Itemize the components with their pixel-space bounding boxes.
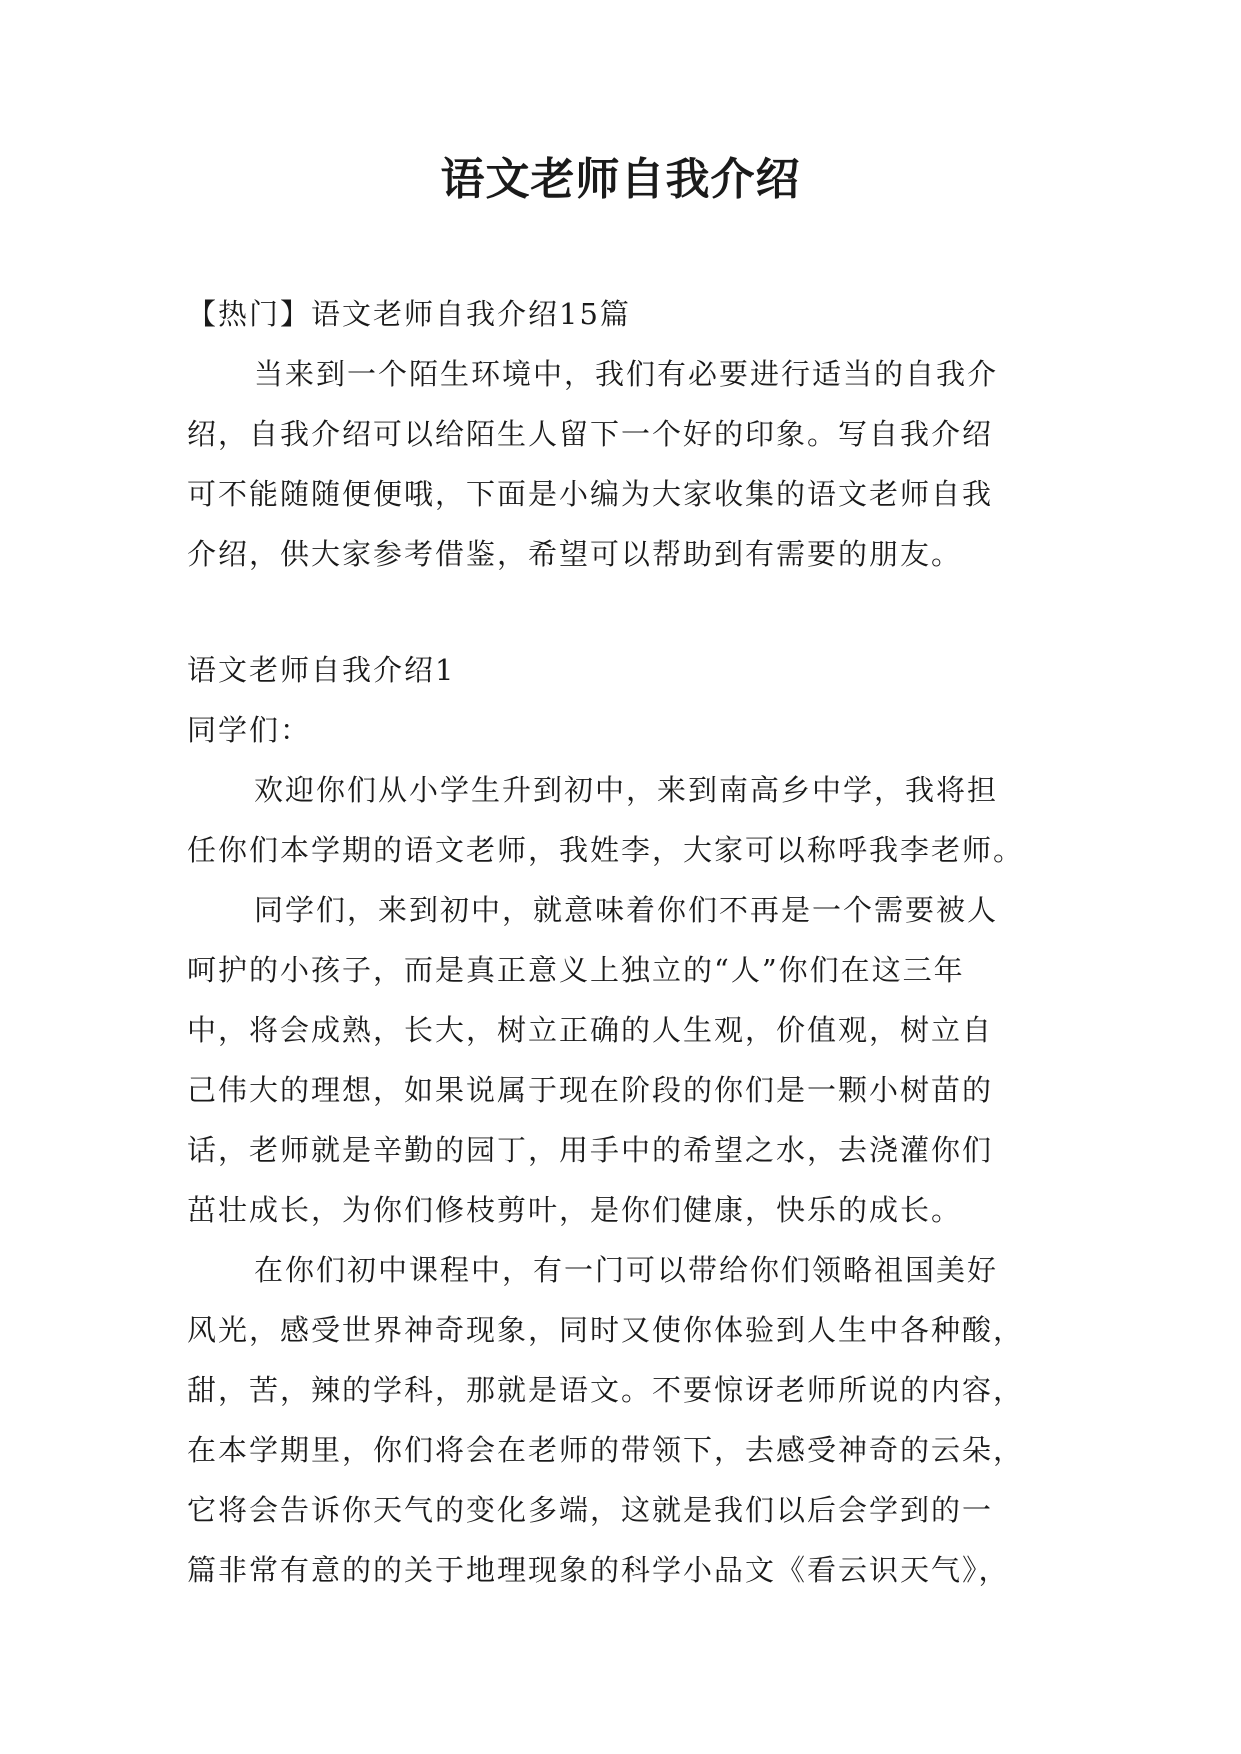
paragraph-line: 它将会告诉你天气的变化多端，这就是我们以后会学到的一 (187, 1493, 994, 1527)
paragraph-line: 中，将会成熟，长大，树立正确的人生观，价值观，树立自 (187, 1013, 994, 1047)
paragraph-line: 话，老师就是辛勤的园丁，用手中的希望之水，去浇灌你们 (187, 1133, 994, 1167)
paragraph-line: 风光，感受世界神奇现象，同时又使你体验到人生中各种酸， (187, 1313, 1025, 1347)
subtitle: 【热门】语文老师自我介绍15篇 (187, 297, 631, 331)
paragraph-line: 在你们初中课程中，有一门可以带给你们领略祖国美好 (254, 1253, 999, 1287)
paragraph-line: 篇非常有意的的关于地理现象的科学小品文《看云识天气》， (187, 1553, 1010, 1587)
paragraph-line: 茁壮成长，为你们修枝剪叶，是你们健康，快乐的成长。 (187, 1193, 963, 1227)
paragraph-line: 欢迎你们从小学生升到初中，来到南高乡中学，我将担 (254, 773, 999, 807)
page-title: 语文老师自我介绍 (440, 154, 801, 205)
greeting: 同学们： (187, 713, 312, 747)
paragraph-line: 同学们，来到初中，就意味着你们不再是一个需要被人 (254, 893, 999, 927)
main-block (187, 640, 1059, 1600)
intro-line: 可不能随随便便哦，下面是小编为大家收集的语文老师自我 (187, 477, 994, 511)
intro-block (187, 284, 1059, 584)
paragraph-line: 呵护的小孩子，而是真正意义上独立的“人”你们在这三年 (187, 953, 965, 987)
paragraph-line: 己伟大的理想，如果说属于现在阶段的你们是一颗小树苗的 (187, 1073, 994, 1107)
paragraph-line: 甜，苦，辣的学科，那就是语文。不要惊讶老师所说的内容， (187, 1373, 1025, 1407)
paragraph-line: 在本学期里，你们将会在老师的带领下，去感受神奇的云朵， (187, 1433, 1025, 1467)
intro-line: 当来到一个陌生环境中，我们有必要进行适当的自我介 (254, 357, 999, 391)
paragraph-line: 任你们本学期的语文老师，我姓李，大家可以称呼我李老师。 (187, 833, 1025, 867)
intro-line: 介绍，供大家参考借鉴，希望可以帮助到有需要的朋友。 (187, 537, 963, 571)
section-heading: 语文老师自我介绍1 (187, 653, 456, 687)
intro-line: 绍，自我介绍可以给陌生人留下一个好的印象。写自我介绍 (187, 417, 994, 451)
